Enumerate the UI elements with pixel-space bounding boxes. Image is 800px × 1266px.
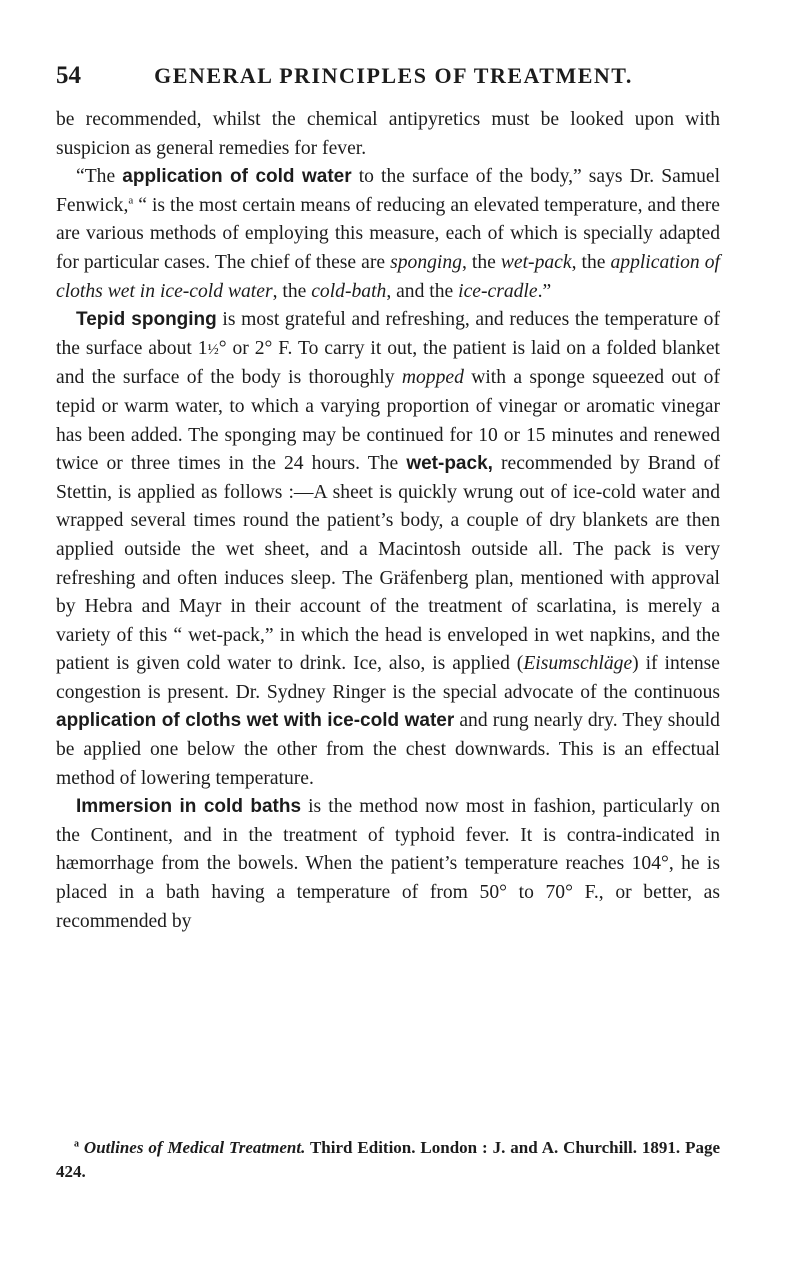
p3-text: with a sponge squeezed out of tepid or warm water, to which a varying proportion of vinegar or aromatic vinegar has been added. The sponging may be continued for 10 or 15 minutes and renewed twice or three times in the 24 hours. The [56, 367, 721, 475]
footnote-rest: Third Edition. London : J. and A. Churchill. 1891. Page 424. [56, 1138, 721, 1181]
p2-text: to the surface of the body,” says Dr. Samuel Fenwick, [56, 166, 721, 216]
body-text [56, 106, 720, 936]
paragraph-2 [56, 163, 720, 306]
p2-text: , the [272, 280, 312, 302]
p2-text: , the [461, 251, 501, 273]
page-header [56, 62, 724, 90]
p3-text: ° or 2° F. To carry it out, the patient is laid on a folded blanket and the surface of the body is thoroughly [56, 337, 720, 389]
paragraph-3 [56, 306, 720, 793]
footnote-book-title: Outlines of Medical Treatment. [83, 1138, 306, 1157]
footnote-text [56, 1136, 720, 1184]
p2-text: .” [537, 280, 552, 302]
p3-text: is most grateful and refreshing, and reduces the temperature of the surface about 1 [56, 309, 720, 359]
footnote-reference: a [128, 194, 134, 207]
p2-italic-term: ice-cradle [458, 280, 538, 302]
p1-text: be recommended, whilst the chemical antipyretics must be looked upon with suspicion as general remedies for fever. [56, 109, 720, 159]
p2-italic-term: application of cloths wet in ice-cold water [56, 251, 720, 302]
p2-text: “ is the most certain means of reducing an elevated temperature, and there are various methods of employing this measure, each of which is specially adapted for particular cases. The chief of these are [56, 194, 720, 273]
p3-italic-term: mopped [401, 367, 464, 389]
running-title: GENERAL PRINCIPLES OF TREATMENT. [154, 63, 633, 88]
p3-bold-heading: Tepid sponging [76, 309, 217, 331]
page-number: 54 [56, 62, 81, 89]
p2-text: “The [76, 166, 123, 188]
paragraph-4 [56, 793, 720, 936]
p3-italic-term: Eisumschläge [523, 653, 633, 675]
footnote [56, 1136, 720, 1184]
p3-text: recommended by Brand of Stettin, is applied as follows :—A sheet is quickly wrung out of ice-cold water and wrapped several times round the patient’s body, a couple of dry blankets are then applied outside the wet sheet, and a Macintosh outside all. The pack is very refreshing and often induces sleep. The Gräfenberg plan, mentioned with approval by Hebra and Mayr in their account of the treatment of scarlatina, is merely a variety of this “ wet-pack,” in which the head is enveloped in wet napkins, and the patient is given cold water to drink. Ice, also, is applied ( [56, 453, 720, 675]
paragraph-1 [56, 106, 720, 163]
p3-text: ) if intense congestion is present. Dr. Sydney Ringer is the special advocate of the continuous [56, 653, 721, 703]
p2-italic-term: cold-bath [311, 280, 387, 302]
p2-bold-heading: application of cold water [122, 166, 352, 188]
p2-text: , and the [386, 280, 459, 302]
p4-bold-heading: Immersion in cold baths [76, 796, 302, 818]
p3-text: and rung nearly dry. They should be applied one below the other from the chest downwards. This is an effectual method of lowering temperature. [56, 710, 720, 789]
p3-bold-heading: application of cloths wet with ice-cold water [56, 710, 455, 732]
p2-italic-term: wet-pack [500, 251, 572, 273]
p3-bold-heading: wet-pack, [406, 453, 493, 475]
p2-text: , the [571, 251, 611, 273]
footnote-mark: a [74, 1138, 79, 1150]
fraction-half: ½ [207, 341, 219, 358]
p4-text: is the method now most in fashion, particularly on the Continent, and in the treatment of typhoid fever. It is contra-indicated in hæmorrhage from the bowels. When the patient’s temperature reaches 104°, he is placed in a bath having a temperature of from 50° to 70° F., or better, as recommended by [56, 796, 720, 932]
p2-italic-term: sponging [390, 251, 462, 273]
